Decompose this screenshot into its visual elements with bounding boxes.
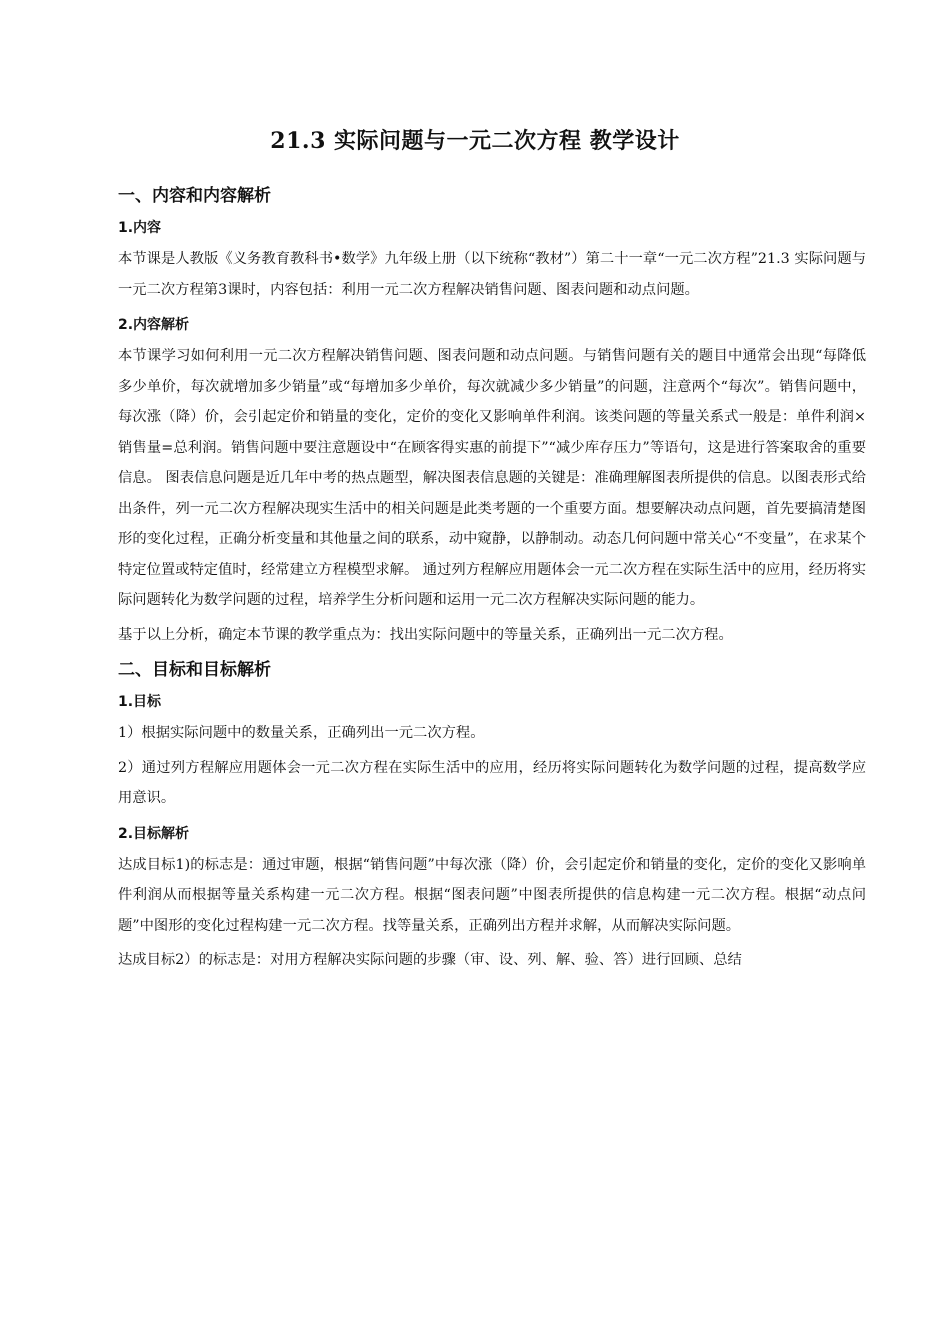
- section-heading-content: 一、内容和内容解析: [118, 186, 271, 206]
- paragraph-goal-analysis-2: 达成目标2）的标志是：对用方程解决实际问题的步骤（审、设、列、解、验、答）进行回顾、总结: [118, 952, 742, 968]
- paragraph-goal-analysis-1: 达成目标1)的标志是：通过审题，根据“销售问题”中每次涨（降）价，会引起定价和销量的变化，定价的变化又影响单件利润从而根据等量关系构建一元二次方程。根据“图表问题”中图表所提供的信息构建一元二次方程。根据“动点问题”中图形的变化过程构建一元二次方程。找等量关系，正确列出方程并求解，从而解决实际问题。: [118, 856, 866, 934]
- paragraph-content-analysis: 本节课学习如何利用一元二次方程解决销售问题、图表问题和动点问题。与销售问题有关的题目中通常会出现“每降低多少单价，每次就增加多少销量”或“每增加多少单价，每次就减少多少销量”的问题，注意两个“每次”。销售问题中，每次涨（降）价，会引起定价和销量的变化，定价的变化又影响单件利润。该类问题的等量关系式一般是：单件利润×销售量=总利润。销售问题中要注意题设中“在顾客得实惠的前提下”“减少库存压力”等语句，这是进行答案取舍的重要信息。 图表信息问题是近几年中考的热点题型，解决图表信息题的关键是：准确理解图表所提供的信息。以图表形式给出条件，列一元二次方程解决现实生活中的相关问题是此类考题的一个重要方面。想要解决动点问题，首先要搞清楚图形的变化过程，正确分析变量和其他量之间的联系，动中窥静，以静制动。动态几何问题中常关心“不变量”，在求某个特定位置或特定值时，经常建立方程模型求解。 通过列方程解应用题体会一元二次方程在实际生活中的应用，经历将实际问题转化为数学问题的过程，培养学生分析问题和运用一元二次方程解决实际问题的能力。: [118, 348, 866, 608]
- document-title: 21.3 实际问题与一元二次方程 教学设计: [270, 128, 680, 154]
- goal-item-1: 1）根据实际问题中的数量关系，正确列出一元二次方程。: [118, 725, 485, 741]
- subheading-goal-analysis: 2.目标解析: [118, 825, 190, 842]
- subheading-content-analysis: 2.内容解析: [118, 317, 190, 333]
- section-heading-goals: 二、目标和目标解析: [118, 660, 271, 680]
- paragraph-content: 本节课是人教版《义务教育教科书•数学》九年级上册（以下统称“教材”）第二十一章“一元二次方程”21.3 实际问题与一元二次方程第3课时，内容包括：利用一元二次方程解决销售问题、图表问题和动点问题。: [118, 251, 866, 298]
- paragraph-teaching-focus: 基于以上分析，确定本节课的教学重点为：找出实际问题中的等量关系，正确列出一元二次方程。: [118, 626, 733, 643]
- goal-item-2: 2）通过列方程解应用题体会一元二次方程在实际生活中的应用，经历将实际问题转化为数学问题的过程，提高数学应用意识。: [118, 759, 866, 806]
- document-body: [118, 180, 866, 980]
- subheading-goals: 1.目标: [118, 694, 162, 710]
- subheading-content: 1.内容: [118, 220, 162, 236]
